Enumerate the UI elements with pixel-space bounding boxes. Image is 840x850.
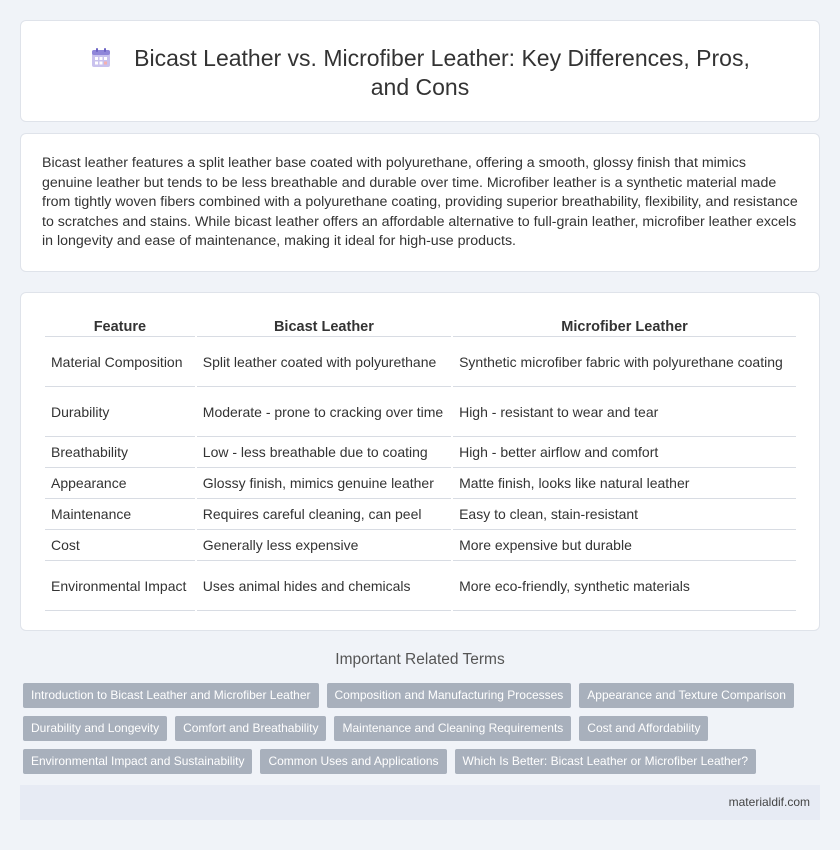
- tag-row: [23, 683, 813, 708]
- page-title-text: Bicast Leather vs. Microfiber Leather: Key Differences, Pros, and Cons: [134, 45, 750, 100]
- table-cell: Matte finish, looks like natural leather: [453, 468, 796, 499]
- table-cell: Maintenance: [45, 499, 195, 530]
- footer-site[interactable]: materialdif.com: [728, 795, 810, 809]
- table-cell: High - better airflow and comfort: [453, 437, 796, 468]
- table-cell: Easy to clean, stain-resistant: [453, 499, 796, 530]
- related-tag[interactable]: Composition and Manufacturing Processes: [327, 683, 572, 708]
- table-header-row: [45, 317, 796, 337]
- table-row: [45, 387, 796, 437]
- table-cell: More expensive but durable: [453, 530, 796, 561]
- header-feature: Feature: [45, 317, 195, 337]
- related-tag[interactable]: Environmental Impact and Sustainability: [23, 749, 252, 774]
- related-terms-title: Important Related Terms: [335, 651, 505, 668]
- table-row: [45, 499, 796, 530]
- comparison-table: [43, 317, 798, 611]
- tag-row: [23, 716, 813, 741]
- comparison-table-card: [20, 292, 820, 631]
- table-cell: Requires careful cleaning, can peel: [197, 499, 451, 530]
- header-card: [20, 20, 820, 122]
- table-cell: Breathability: [45, 437, 195, 468]
- table-row: [45, 530, 796, 561]
- header-microfiber: Microfiber Leather: [453, 317, 796, 337]
- tag-row: [23, 749, 813, 774]
- related-tag[interactable]: Cost and Affordability: [579, 716, 708, 741]
- table-row: [45, 437, 796, 468]
- related-tag[interactable]: Durability and Longevity: [23, 716, 167, 741]
- table-cell: Synthetic microfiber fabric with polyurethane coating: [453, 337, 796, 387]
- table-cell: Moderate - prone to cracking over time: [197, 387, 451, 437]
- table-cell: Split leather coated with polyurethane: [197, 337, 451, 387]
- intro-card: [20, 133, 820, 272]
- table-row: [45, 337, 796, 387]
- table-cell: Material Composition: [45, 337, 195, 387]
- intro-paragraph: Bicast leather features a split leather base coated with polyurethane, offering a smooth, glossy finish that mimics genuine leather but tends to be less breathable and durable over time. Microfiber leather is a synthetic material made from tightly woven fibers combined with a polyurethane coating, providing superior breathability, flexibility, and resistance to scratches and stains. While bicast leather offers an affordable alternative to full-grain leather, microfiber leather excels in longevity and ease of maintenance, making it ideal for high-use products.: [42, 155, 798, 250]
- related-tag[interactable]: Which Is Better: Bicast Leather or Microfiber Leather?: [455, 749, 756, 774]
- related-tag[interactable]: Maintenance and Cleaning Requirements: [334, 716, 571, 741]
- related-tag[interactable]: Appearance and Texture Comparison: [579, 683, 794, 708]
- table-cell: Appearance: [45, 468, 195, 499]
- header-bicast: Bicast Leather: [197, 317, 451, 337]
- related-tag[interactable]: Comfort and Breathability: [175, 716, 326, 741]
- page-title: [21, 44, 819, 102]
- table-cell: Environmental Impact: [45, 561, 195, 611]
- table-cell: Cost: [45, 530, 195, 561]
- related-tag[interactable]: Introduction to Bicast Leather and Microfiber Leather: [23, 683, 319, 708]
- table-cell: More eco-friendly, synthetic materials: [453, 561, 796, 611]
- calendar-icon: [90, 47, 112, 69]
- table-cell: Durability: [45, 387, 195, 437]
- table-row: [45, 561, 796, 611]
- footer: [20, 785, 820, 820]
- table-cell: Uses animal hides and chemicals: [197, 561, 451, 611]
- table-cell: Glossy finish, mimics genuine leather: [197, 468, 451, 499]
- table-cell: High - resistant to wear and tear: [453, 387, 796, 437]
- related-tag[interactable]: Common Uses and Applications: [260, 749, 446, 774]
- related-terms-tags: [23, 683, 813, 782]
- table-cell: Generally less expensive: [197, 530, 451, 561]
- table-row: [45, 468, 796, 499]
- table-cell: Low - less breathable due to coating: [197, 437, 451, 468]
